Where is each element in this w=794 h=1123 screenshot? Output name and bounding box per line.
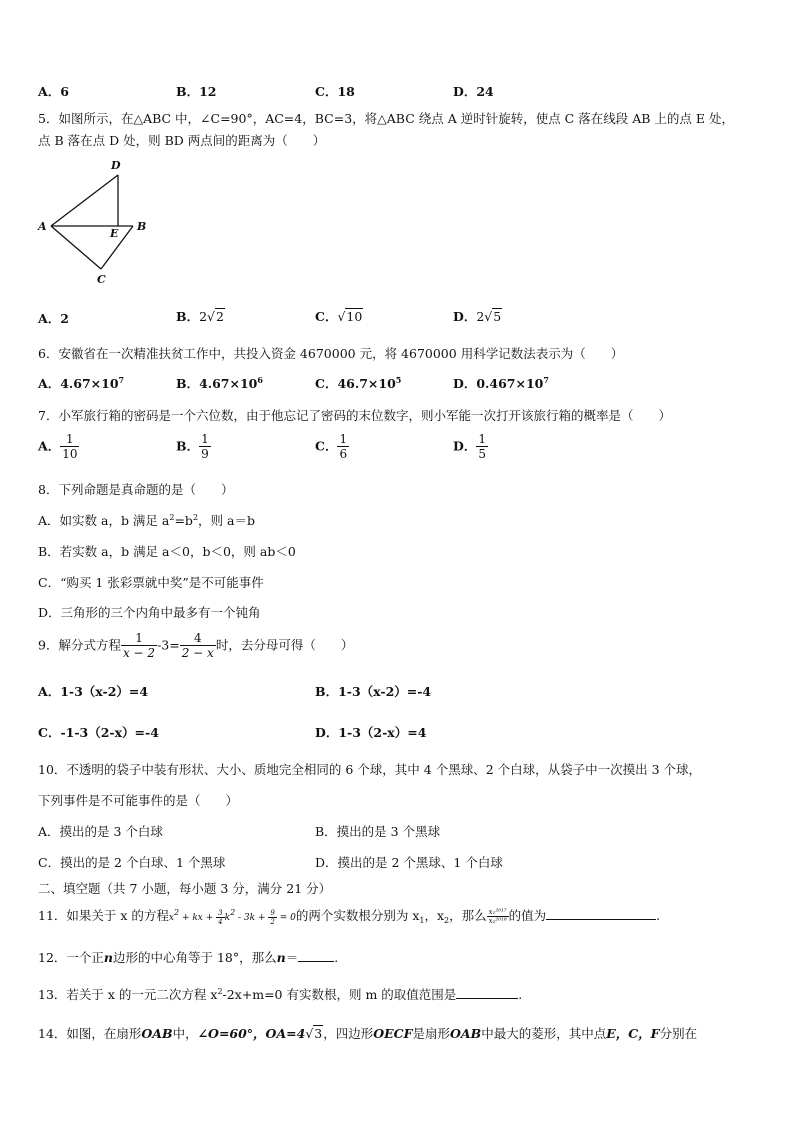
fraction: $\frac{1}{9}$ [201, 432, 209, 461]
q7-text: 7．小军旅行箱的密码是一个六位数，由于他忘记了密码的末位数字，则小军能一次打开该旅行箱的概率是（ ） [38, 408, 671, 423]
q5-triangle-figure [36, 155, 156, 290]
q4-option-d: D．24 [453, 84, 494, 99]
label-c: C [97, 273, 106, 286]
q5-option-d: D．2√5 [453, 309, 502, 324]
q10-option-d: D．摸出的是 2 个黑球、1 个白球 [315, 855, 503, 870]
answer-blank[interactable] [456, 998, 518, 999]
q4-option-b: B．12 [176, 84, 217, 99]
q10-option-c: C．摸出的是 2 个白球、1 个黑球 [38, 855, 226, 870]
q8-text: 8．下列命题是真命题的是（ ） [38, 482, 234, 497]
q10-text-1: 10．不透明的袋子中装有形状、大小、质地完全相同的 6 个球，其中 4 个黑球、2 个白球，从袋子中一次摸出 3 个球， [38, 762, 702, 777]
label-b: B [137, 220, 147, 233]
q11-equation: $x^2$ + kx + $\frac{3}{4}$ $k^2 - 3k$ + $\frac{9}{2}$ = 0 [168, 908, 296, 926]
label-e: E [110, 227, 119, 240]
q9-option-c: C．-1-3（2-x）=-4 [38, 725, 159, 740]
q10-option-a: A．摸出的是 3 个白球 [38, 824, 163, 839]
q10-option-b: B．摸出的是 3 个黑球 [315, 824, 441, 839]
answer-blank[interactable] [546, 919, 656, 920]
sqrt-symbol: √10 [337, 309, 363, 324]
sqrt-symbol: √5 [484, 309, 502, 324]
q6-text: 6．安徽省在一次精准扶贫工作中，共投入资金 4670000 元，将 4670000 用科学记数法表示为（ ） [38, 346, 624, 361]
q8-option-c: C．“购买 1 张彩票就中奖”是不可能事件 [38, 575, 264, 590]
fraction: $\frac{1}{6}$ [339, 432, 348, 461]
q14-text: 14．如图，在扇形OAB中，∠O=60°，OA=4√3，四边形OECF是扇形OAB中最大的菱形，其中点E，C，F分别在 [38, 1026, 698, 1041]
q5-text-2: 点 B 落在点 D 处，则 BD 两点间的距离为（ ） [38, 133, 326, 148]
fraction: $\frac{\text{x₁²⁰¹⁷}}{\text{x₂²⁰¹⁸}}$ [488, 908, 507, 925]
sqrt-symbol: √3 [305, 1026, 323, 1041]
q7-option-d: D． $\frac{1}{5}$ [453, 432, 486, 461]
fraction: $\frac{9}{2}$ [270, 909, 275, 926]
q6-option-a: A．$4.67\times 10^7$ [38, 375, 125, 391]
q5-option-a: A．2 [38, 311, 69, 326]
q9-option-d: D．1-3（2-x）=4 [315, 725, 427, 740]
q7-option-c: C． $\frac{1}{6}$ [315, 432, 348, 461]
fraction: $\frac{1}{5}$ [478, 432, 486, 461]
fraction: $\frac{1}{10}$ [62, 432, 78, 461]
q6-option-b: B．$4.67\times 10^6$ [176, 375, 263, 391]
q8-option-d: D．三角形的三个内角中最多有一个钝角 [38, 605, 261, 620]
q8-option-a: A．如实数 a，b 满足 $a^2=b^2$，则 a＝b [38, 513, 255, 528]
q6-option-d: D．$0.467\times 10^7$ [453, 375, 549, 391]
answer-blank[interactable] [298, 961, 334, 962]
fraction: $\frac{4}{2 - x}$ [181, 631, 214, 660]
q11-text: 11．如果关于 x 的方程$x^2$ + kx + $\frac{3}{4}$ $k^2 - 3k$ + $\frac{9}{2}$ = 0的两个实数根分别为 $x_1$，$x_2$，那么 $\frac{\text{x₁²⁰¹⁷}}{\text{x₂²⁰¹⁸}}$ 的值为 . [38, 908, 661, 926]
q9-text: 9．解分式方程 $\frac{1}{x - 2}$ -3= $\frac{4}{2 - x}$ 时，去分母可得（ ） [38, 631, 354, 660]
q5-option-b: B．2√2 [176, 309, 224, 324]
section-2-heading: 二、填空题（共 7 小题，每小题 3 分，满分 21 分） [38, 881, 332, 896]
segment-ac [51, 226, 101, 269]
sqrt-symbol: √2 [207, 309, 224, 324]
q12-text: 12．一个正n边形的中心角等于 18°，那么n＝ . [38, 950, 339, 965]
label-a: A [38, 220, 47, 233]
q8-option-b: B．若实数 a，b 满足 a＜0，b＜0，则 ab＜0 [38, 544, 296, 559]
q4-option-c: C．18 [315, 84, 355, 99]
q4-option-a: A．6 [38, 84, 69, 99]
q10-text-2: 下列事件是不可能事件的是（ ） [38, 793, 239, 808]
q9-option-a: A．1-3（x-2）=4 [38, 684, 149, 699]
segment-ad [51, 175, 118, 226]
q6-option-c: C．$46.7\times 10^5$ [315, 375, 402, 391]
fraction: $\frac{3}{4}$ [218, 909, 223, 926]
q5-option-c: C．√10 [315, 309, 363, 324]
q9-option-b: B．1-3（x-2）=-4 [315, 684, 432, 699]
q7-option-b: B． $\frac{1}{9}$ [176, 432, 209, 461]
fraction: $\frac{1}{x - 2}$ [122, 631, 156, 660]
q13-text: 13．若关于 x 的一元二次方程 $x^2-2x+m=0$ 有实数根，则 m 的取值范围是 . [38, 987, 523, 1002]
q5-text-1: 5．如图所示，在△ABC 中，∠C=90°，AC=4，BC=3，将△ABC 绕点 A 逆时针旋转，使点 C 落在线段 AB 上的点 E 处， [38, 111, 734, 126]
q7-option-a: A． $\frac{1}{10}$ [38, 432, 78, 461]
label-d: D [111, 159, 121, 172]
